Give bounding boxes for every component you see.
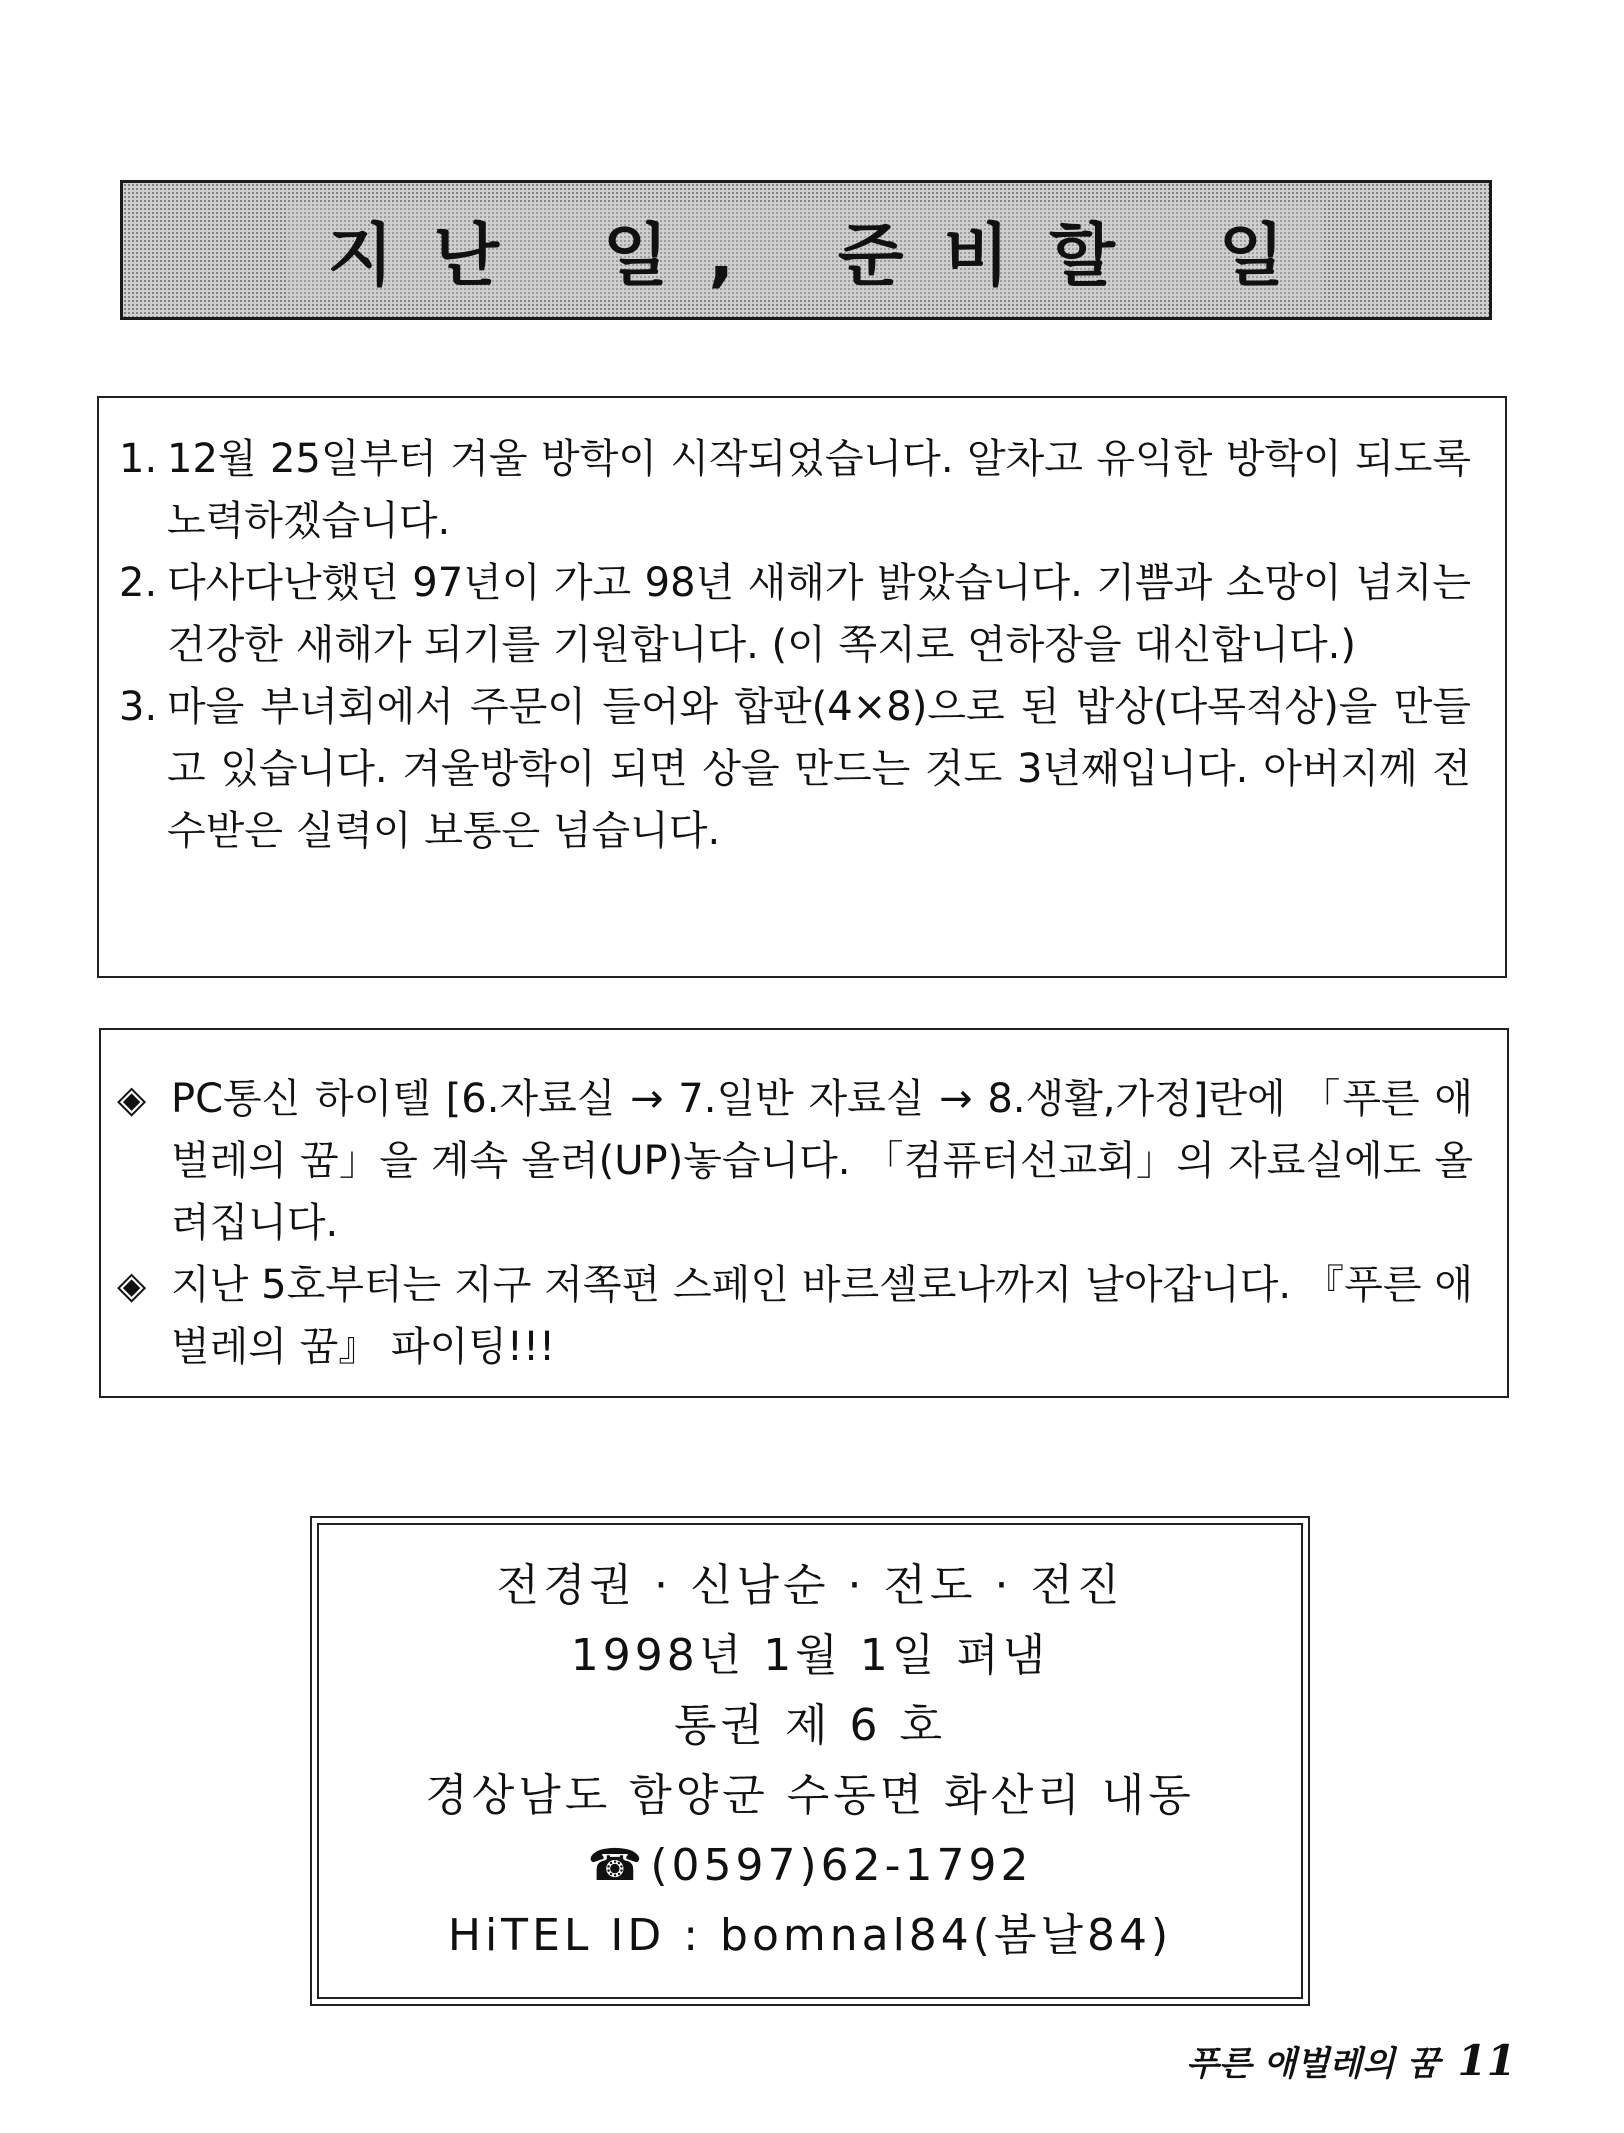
telephone-icon: ☎ [587, 1840, 647, 1891]
notice-item [117, 1068, 1473, 1254]
title-banner [120, 180, 1492, 320]
notice-text: PC통신 하이텔 [6.자료실 → 7.일반 자료실 → 8.생활,가정]란에 「푸른 애벌레의 꿈」을 계속 올려(UP)놓습니다. 「컴퓨터선교회」의 자료실에도 올려집니다. [171, 1076, 1473, 1246]
item-number: 3. [119, 684, 158, 730]
page-footer [1186, 2036, 1516, 2085]
item-number: 2. [119, 560, 158, 606]
colophon-phone: (0597)62-1792 [650, 1840, 1033, 1891]
list-item [119, 676, 1471, 862]
item-text: 다사다난했던 97년이 가고 98년 새해가 밝았습니다. 기쁨과 소망이 넘치는 건강한 새해가 되기를 기원합니다. (이 쪽지로 연하장을 대신합니다.) [167, 560, 1471, 668]
diamond-bullet-icon: ◈ [117, 1077, 147, 1121]
colophon-issue: 통권 제 6 호 [674, 1700, 946, 1751]
colophon-authors: 전경권 · 신남순 · 전도 · 전진 [496, 1560, 1124, 1611]
notice-box [99, 1028, 1509, 1398]
notice-text: 지난 5호부터는 지구 저쪽편 스페인 바르셀로나까지 날아갑니다. 『푸른 애벌레의 꿈』 파이팅!!! [171, 1262, 1473, 1370]
colophon-box [310, 1516, 1310, 2006]
page-title: 지난 일, 준비할 일 [288, 202, 1325, 299]
item-text: 마을 부녀회에서 주문이 들어와 합판(4×8)으로 된 밥상(다목적상)을 만들고 있습니다. 겨울방학이 되면 상을 만드는 것도 3년째입니다. 아버지께 전수받은 실력이 보통은 넘습니다. [167, 684, 1471, 854]
list-item [119, 428, 1471, 552]
notes-box [97, 396, 1507, 978]
diamond-bullet-icon: ◈ [117, 1263, 147, 1307]
colophon-hitel-id: HiTEL ID : bomnal84(봄날84) [447, 1910, 1173, 1961]
list-item [119, 552, 1471, 676]
footer-publication: 푸른 애벌레의 꿈 [1185, 2044, 1440, 2084]
colophon-date: 1998년 1월 1일 펴냄 [570, 1630, 1050, 1681]
colophon-address: 경상남도 함양군 수동면 화산리 내동 [425, 1770, 1195, 1821]
page-number: 11 [1457, 2036, 1516, 2085]
notice-item [117, 1254, 1473, 1378]
colophon-phone-line [588, 1831, 1033, 1901]
colophon-inner [317, 1523, 1303, 1999]
item-text: 12월 25일부터 겨울 방학이 시작되었습니다. 알차고 유익한 방학이 되도록 노력하겠습니다. [167, 436, 1471, 544]
item-number: 1. [119, 436, 158, 482]
